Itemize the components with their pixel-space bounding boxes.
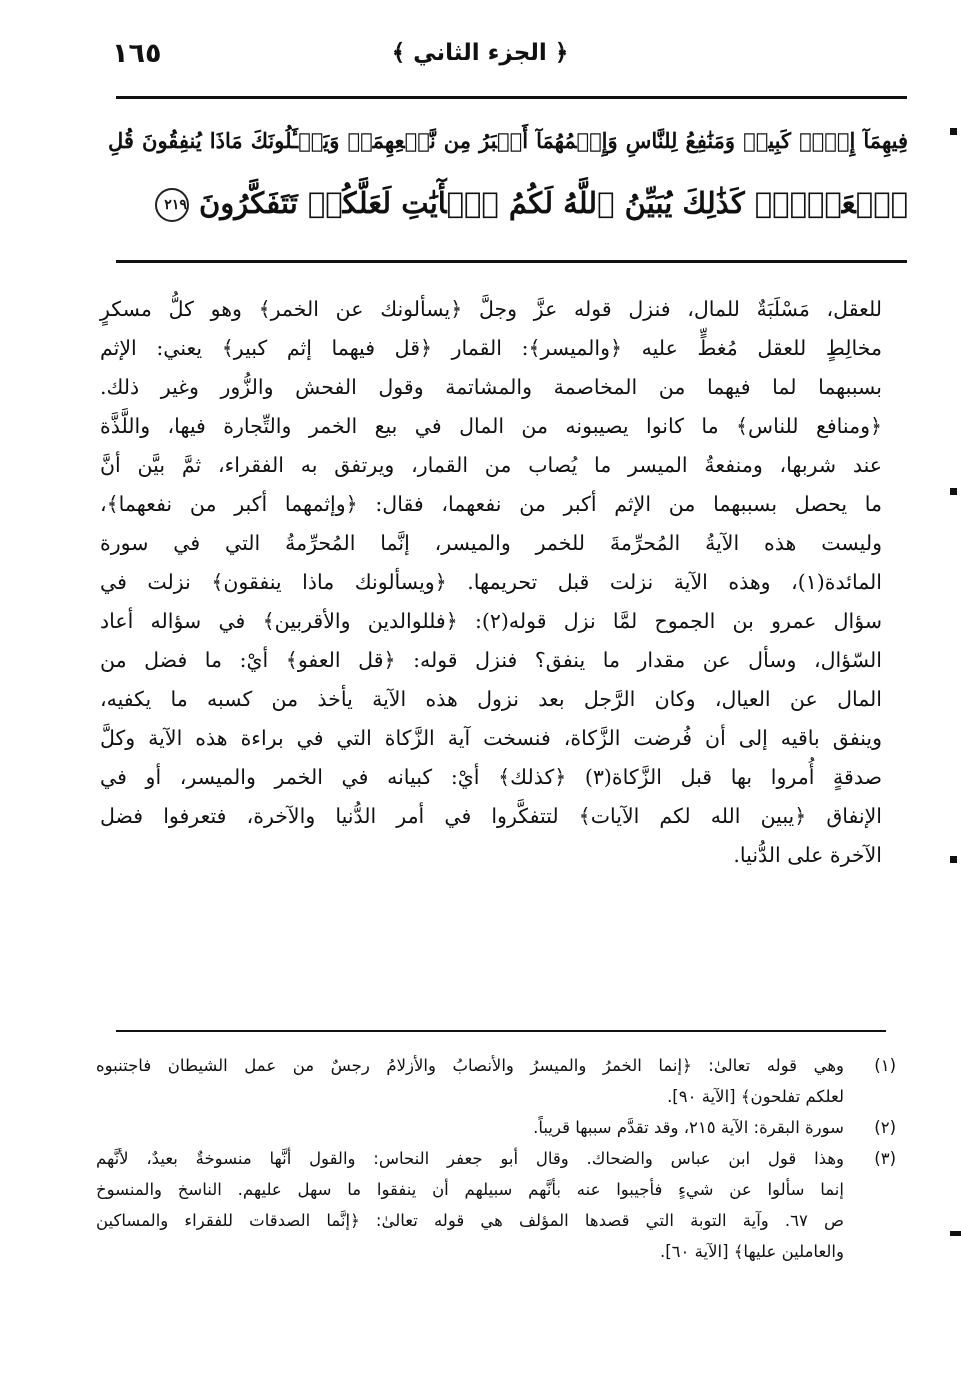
footnote-rule xyxy=(116,1030,886,1032)
commentary-line: سؤال عمرو بن الجموح لمَّا نزل قوله(٢): ﴿فللوالدين والأقربين﴾ في سؤاله أعاد xyxy=(100,609,882,633)
running-header-title: ﴿ الجزء الثاني ﴾ xyxy=(391,40,569,66)
verse-separator-rule xyxy=(116,260,907,263)
quran-verse-block xyxy=(108,110,908,234)
commentary-line: ﴿ومنافع للناس﴾ ما كانوا يصيبونه من المال في بيع الخمر والتِّجارة فيها، واللَّذَّة xyxy=(100,414,882,438)
commentary-text xyxy=(100,290,882,875)
footnote-text: سورة البقرة: الآية ٢١٥، وقد تقدَّم سببها قريباً. xyxy=(533,1118,844,1137)
commentary-line: المال عن العيال، وكان الرَّجل بعد نزول هذه الآية يأخذ من كسبه ما يكفيه، xyxy=(100,687,882,711)
commentary-line: بسببهما لما فيهما من المخاصمة والمشاتمة وقول الفحش والزُّور وغير ذلك. xyxy=(100,375,882,399)
footnote-text: وهذا قول ابن عباس والضحاك. وقال أبو جعفر النحاس: والقول أنَّها منسوخةٌ بعيدٌ، لأنَّهم xyxy=(96,1149,844,1168)
footnote-3-line: إنما سألوا عن شيءٍ فأجيبوا عنه بأنَّهم سبيلهم أن ينفقوا ما سهل عليهم. الناسخ والمنسوخ xyxy=(96,1180,844,1199)
verse-line: فِيهِمَآ إِثۡمٞ كَبِيرٞ وَمَنَٰفِعُ لِلنَّاسِ وَإِثۡمُهُمَآ أَكۡبَرُ مِن نَّفۡعِهِمَاۗ وَيَسۡـَٔلُونَكَ مَاذَا يُنفِقُونَ قُلِ xyxy=(108,128,908,153)
page-number: ١٦٥ xyxy=(112,38,162,69)
footnote-3-line xyxy=(96,1143,896,1174)
footnote-number: (٣) xyxy=(874,1149,896,1168)
scan-margin-mark xyxy=(950,128,957,135)
commentary-line: الإنفاق ﴿يبين الله لكم الآيات﴾ لتتفكَّروا في أمر الدُّنيا والآخرة، فتعرفوا فضل xyxy=(100,804,882,828)
verse-line-last xyxy=(108,172,908,234)
commentary-line: وليست هذه الآيةُ المُحرِّمةَ للخمر والميسر، إنَّما المُحرِّمةُ التي في سورة xyxy=(100,531,882,555)
footnote-3-line: ص ٦٧. وآية التوبة التي قصدها المؤلف هي قوله تعالىٰ: ﴿إنَّما الصدقات للفقراء والمساكين xyxy=(96,1211,844,1230)
footnote-text: وهي قوله تعالىٰ: ﴿إنما الخمرُ والميسرُ والأنصابُ والأزلامُ رجسٌ من عمل الشيطان فاجتنبوه xyxy=(96,1056,844,1075)
commentary-line: للعقل، مَسْلَبَةٌ للمال، فنزل قوله عزَّ وجلَّ ﴿يسألونك عن الخمر﴾ وهو كلُّ مسكرٍ xyxy=(100,297,882,321)
footnotes xyxy=(96,1050,896,1267)
commentary-line: المائدة(١)، وهذه الآية نزلت قبل تحريمها. ﴿ويسألونك ماذا ينفقون﴾ نزلت في xyxy=(100,570,882,594)
commentary-line: مخالِطٍ للعقل مُغطٍّ عليه ﴿والميسر﴾: القمار ﴿قل فيهما إثم كبير﴾ يعني: الإثم xyxy=(100,336,882,360)
header-rule xyxy=(116,96,907,99)
footnote-number: (١) xyxy=(874,1056,896,1075)
commentary-line: السّؤال، وسأل عن مقدار ما ينفق؟ فنزل قوله: ﴿قل العفو﴾ أيْ: ما فضل من xyxy=(100,648,882,672)
scan-margin-mark xyxy=(950,856,957,863)
verse-line-text: ٱلۡعَفۡوَۗ كَذَٰلِكَ يُبَيِّنُ ٱللَّهُ لَكُمُ ٱلۡأٓيَٰتِ لَعَلَّكُمۡ تَتَفَكَّرُونَ xyxy=(198,186,908,220)
commentary-line: وينفق باقيه إلى أن فُرضت الزَّكاة، فنسخت آية الزَّكاة التي في براءة هذه الآية وكلَّ xyxy=(100,726,882,750)
commentary-line: عند شربها، ومنفعةُ الميسر ما يُصاب من القمار، ويرتفق به الفقراء، ثمَّ بيَّن أنَّ xyxy=(100,453,882,477)
scan-margin-mark xyxy=(950,1231,961,1236)
footnote-3-line: والعاملين عليها﴾ [الآية ٦٠]. xyxy=(659,1242,844,1261)
footnote-2-line xyxy=(96,1112,896,1143)
ayah-number-marker: ٢١٩ xyxy=(155,188,189,222)
footnote-1-line xyxy=(96,1050,896,1081)
footnote-number: (٢) xyxy=(874,1118,896,1137)
commentary-line: الآخرة على الدُّنيا. xyxy=(733,843,882,867)
footnote-1-line: لعلكم تفلحون﴾ [الآية ٩٠]. xyxy=(667,1087,844,1106)
commentary-line: ما يحصل بسببهما من الإثم أكبر من نفعهما، فقال: ﴿وإثمهما أكبر من نفعهما﴾، xyxy=(100,492,882,516)
commentary-line: صدقةٍ أُمروا بها قبل الزَّكاة(٣) ﴿كذلك﴾ أيْ: كبيانه في الخمر والميسر، أو في xyxy=(100,765,883,789)
scan-margin-mark xyxy=(950,488,957,495)
